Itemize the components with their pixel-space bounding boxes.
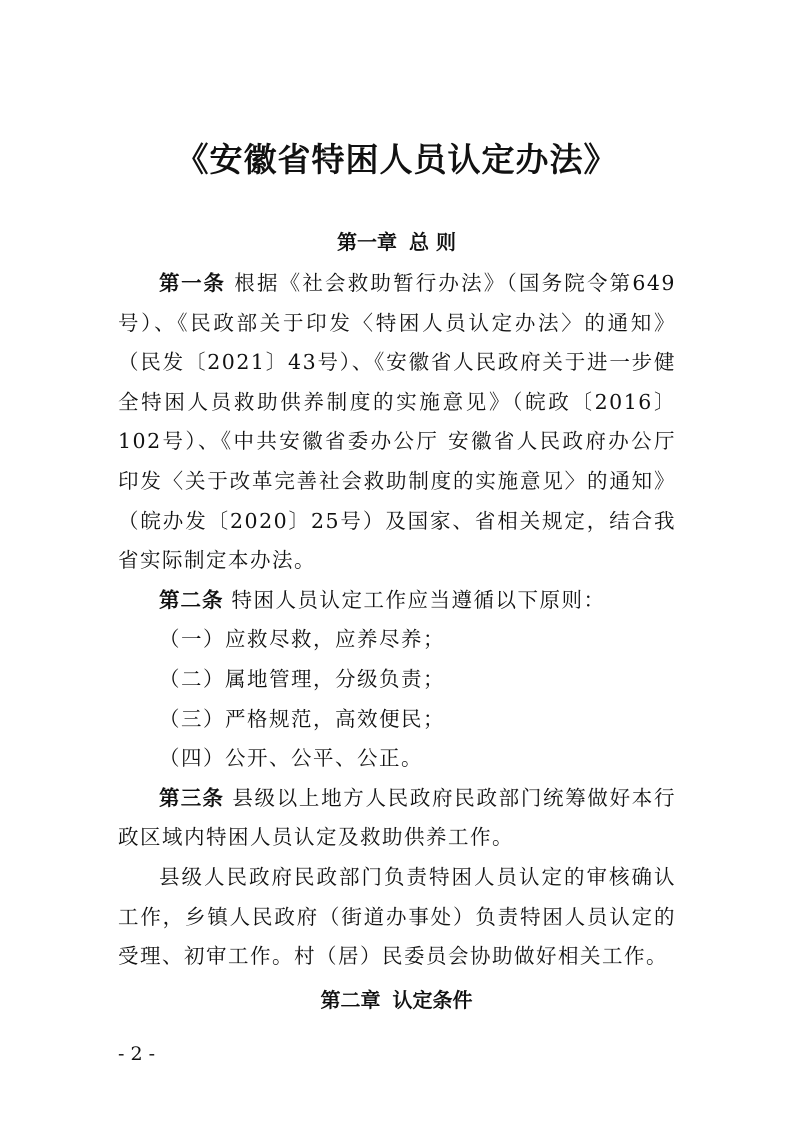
chapter-1-name: 总 则 [409, 230, 456, 254]
document-title: 《安徽省特困人员认定办法》 [175, 140, 618, 179]
principle-item: （三）严格规范，高效便民； [159, 706, 445, 731]
article-1-label: 第一条 [159, 271, 226, 295]
article-1-text: 根据《社会救助暂行办法》（国务院令第649号）、《民政部关于印发〈特困人员认定办法〉的通知》（民发〔2021〕43号）、《安徽省人民政府关于进一步健全特困人员救助供养制度的实施意见》（皖政〔2016〕102号）、《中共安徽省委办公厅 安徽省人民政府办公厅印发〈关于改革完善社会救助制度的实施意见〉的通知》（皖办发〔2020〕25号）及国家、省相关规定，结合我省实际制定本办法。 [118, 271, 676, 573]
chapter-heading-2 [0, 985, 793, 1015]
principle-item: （四）公开、公平、公正。 [159, 746, 423, 771]
article-1-paragraph [118, 264, 676, 581]
principle-item: （二）属地管理，分级负责； [159, 666, 445, 691]
chapter-2-name: 认定条件 [392, 988, 473, 1012]
article-3-paragraph [118, 779, 676, 858]
article-2-text: 特困人员认定工作应当遵循以下原则： [231, 587, 606, 612]
chapter-1-label: 第一章 [337, 230, 398, 254]
article-3-label: 第三条 [159, 785, 225, 810]
page-number: - 2 - [118, 1043, 156, 1065]
article-3-text: 县级以上地方人民政府民政部门统筹做好本行政区域内特困人员认定及救助供养工作。 [118, 785, 677, 850]
chapter-2-label: 第二章 [320, 988, 381, 1012]
document-body [118, 264, 676, 977]
article-2-paragraph [118, 581, 676, 621]
article-2-label: 第二条 [159, 587, 224, 612]
principle-item: （一）应救尽救，应养尽养； [159, 627, 445, 652]
article-3-paragraph-2: 县级人民政府民政部门负责特困人员认定的审核确认工作，乡镇人民政府（街道办事处）负责特困人员认定的受理、初审工作。村（居）民委员会协助做好相关工作。 [118, 864, 676, 969]
chapter-heading-1 [0, 227, 793, 257]
